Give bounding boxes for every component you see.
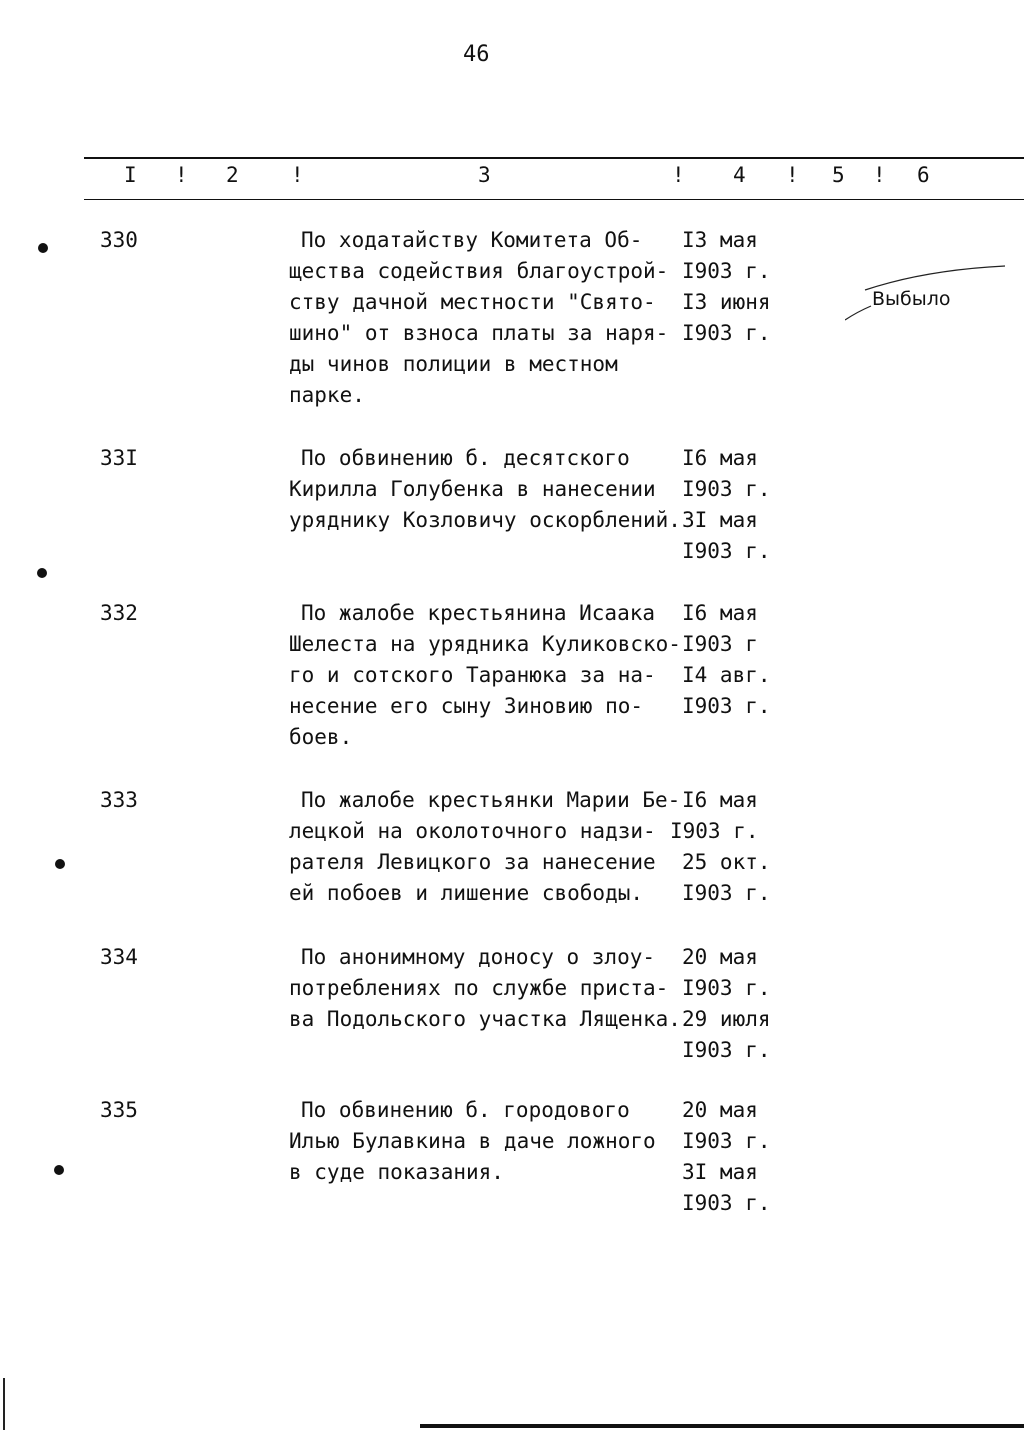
header-separator: ! [873,163,886,187]
case-description [289,443,679,536]
date-line: I903 г. [682,539,771,563]
description-line: потреблениях по службе приста- [289,976,669,1000]
date-line: I6 мая [682,446,758,470]
handwritten-note: Выбыло [872,288,951,310]
page-number: 46 [463,42,490,67]
description-line: По жалобе крестьянина Исаака [301,601,656,625]
date-line: 20 мая [682,1098,758,1122]
header-separator: ! [175,163,188,187]
date-line: I903 г. [682,1038,771,1062]
date-line: I903 г. [682,321,771,345]
description-line: По анонимному доносу о злоу- [301,945,656,969]
case-description [289,942,679,1035]
date-line: I903 г. [682,1129,771,1153]
case-dates [682,942,792,1066]
date-line: I903 г. [670,819,759,843]
case-dates [682,225,792,349]
description-line: ва Подольского участка Лященка. [289,1007,681,1031]
description-line: ды чинов полиции в местном [289,352,618,376]
description-line: щества содействия благоустрой- [289,259,669,283]
description-line: Илью Булавкина в даче ложного [289,1129,656,1153]
description-line: в суде показания. [289,1160,504,1184]
date-line: I4 авг. [682,663,771,687]
description-line: парке. [289,383,365,407]
description-line: рателя Левицкого за нанесение [289,850,656,874]
table-header-rule [84,199,1024,200]
header-col-6: 6 [917,163,930,187]
case-number: 330 [100,228,138,252]
description-line: го и сотского Таранюка за на- [289,663,656,687]
date-line: I3 мая [682,228,758,252]
header-separator: ! [786,163,799,187]
description-line: ству дачной местности "Свято- [289,290,656,314]
description-line: По обвинению б. городового [301,1098,630,1122]
case-description [289,785,679,909]
table-top-rule [84,157,1024,159]
case-dates [682,598,792,722]
description-line: По обвинению б. десятского [301,446,630,470]
date-line: 25 окт. [682,850,771,874]
date-line: I903 г. [682,1191,771,1215]
description-line: Кирилла Голубенка в нанесении [289,477,656,501]
date-line: 29 июля [682,1007,771,1031]
scan-edge-mark [3,1378,5,1430]
header-col-2: 2 [226,163,239,187]
description-line: несение его сыну Зиновию по- [289,694,644,718]
description-line: По ходатайству Комитета Об- [301,228,643,252]
header-col-5: 5 [832,163,845,187]
case-dates [682,1095,792,1219]
description-line: Шелеста на урядника Куликовско- [289,632,681,656]
case-number: 335 [100,1098,138,1122]
date-line: I903 г. [682,694,771,718]
date-line: I903 г [682,632,758,656]
table-header [0,163,1024,193]
punch-hole-mark [55,859,65,869]
case-description [289,225,679,411]
header-col-4: 4 [733,163,746,187]
date-line: I6 мая [682,601,758,625]
header-separator: ! [291,163,304,187]
description-line: лецкой на околоточного надзи- [289,819,656,843]
punch-hole-mark [37,568,47,578]
date-line: I6 мая [682,788,758,812]
description-line: По жалобе крестьянки Марии Бе- [301,788,681,812]
case-dates [670,785,792,909]
case-number: 334 [100,945,138,969]
case-number: 332 [100,601,138,625]
header-separator: ! [672,163,685,187]
description-line: боев. [289,725,353,749]
description-line: ей побоев и лишение свободы. [289,881,644,905]
date-line: I903 г. [682,477,771,501]
date-line: 3I мая [682,508,758,532]
case-description [289,1095,679,1188]
case-number: 33I [100,446,138,470]
date-line: I903 г. [682,881,771,905]
header-col-1: I [124,163,137,187]
case-dates [682,443,792,567]
description-line: уряднику Козловичу оскорблений. [289,508,681,532]
punch-hole-mark [54,1165,64,1175]
case-description [289,598,679,753]
date-line: 3I мая [682,1160,758,1184]
scan-bottom-edge [420,1424,1024,1428]
date-line: I903 г. [682,259,771,283]
case-number: 333 [100,788,138,812]
date-line: 20 мая [682,945,758,969]
date-line: I3 июня [682,290,771,314]
date-line: I903 г. [682,976,771,1000]
description-line: шино" от взноса платы за наря- [289,321,669,345]
header-col-3: 3 [478,163,491,187]
punch-hole-mark [38,243,48,253]
